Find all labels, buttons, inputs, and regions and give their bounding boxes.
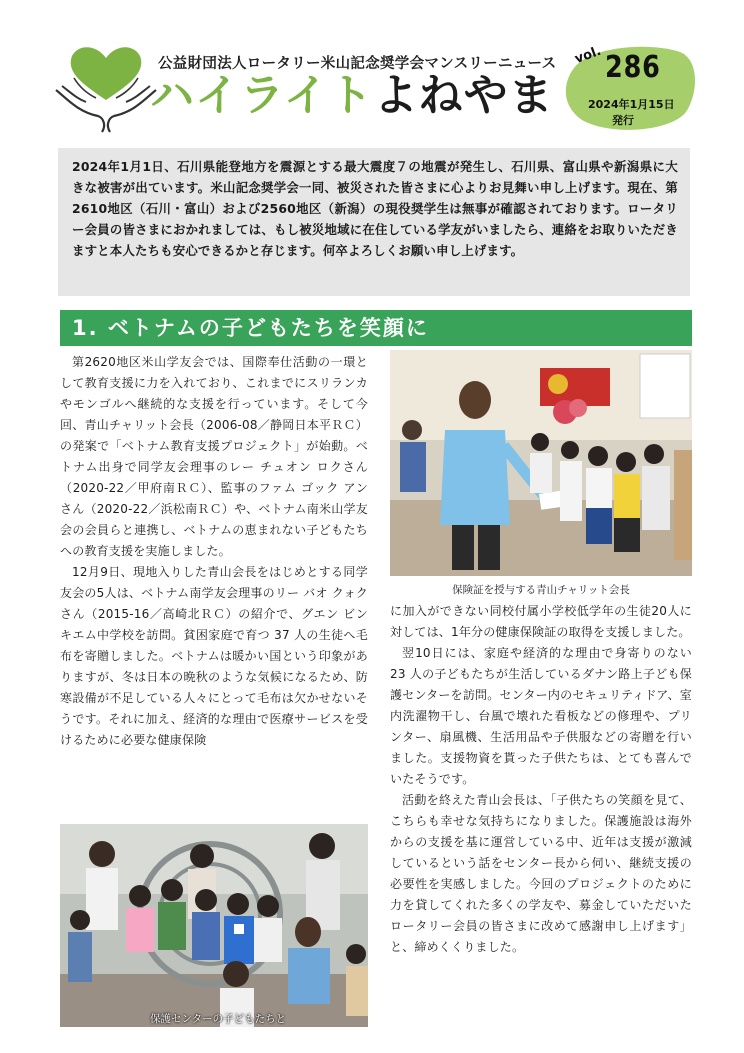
article-paragraph-1: 第2620地区米山学友会では、国際奉仕活動の一環として教育支援に力を入れており、これまでにスリランカやモンゴルへ継続的な支援を行っています。そして今回、青山チャリット会長（2006-08／静岡日本平ＲＣ）の発案で「ベトナム教育支援プロジェクト」が始動。ベトナム出身で同学友会理事のレー チュオン ロクさん（2020-22／甲府南ＲＣ）、監事のファム ゴック アンさん（2020-22／浜松南ＲＣ）や、ベトナム南米山学友会の会員らと連携し、ベトナムの恵まれない子どもたちへの教育支援を実施しました。 bbox=[60, 355, 368, 558]
organization-name: 公益財団法人ロータリー米山記念奨学会マンスリーニュース bbox=[158, 56, 557, 72]
photo-caption-1: 保険証を授与する青山チャリット会長 bbox=[452, 584, 630, 596]
article-paragraph-4: 活動を終えた青山会長は、「子供たちの笑顔を見て、こちらも幸せな気持ちになりました。保護施設は海外からの支援を基に運営している中、近年は支援が激減しているという話をセンター長から伺い、継続支援の必要性を実感しました。今回のプロジェクトのために力を貸してくれた多くの学友や、募金していただいたロータリー会員の皆さまに改めて感謝申し上げます」と、締めくくりました。 bbox=[390, 793, 692, 954]
title-green-part: ハイライト bbox=[150, 70, 374, 121]
photo-caption-2: 保護センターの子どもたちと bbox=[150, 1013, 287, 1025]
section-heading: 1. ベトナムの子どもたちを笑顔に bbox=[60, 310, 692, 346]
article-paragraph-2: 12月9日、現地入りした青山会長をはじめとする同学友会の5人は、ベトナム南学友会理事のリー バオ クォクさん（2015-16／高崎北ＲＣ）の紹介で、グエン ビン キエム中学校を訪問。貧困家庭で育つ 37 人の生徒へ毛布を寄贈しました。ベトナムは暖かい国という印象がありますが、冬は日本の晩秋のような気候になるため、防寒設備が不足している人々にとって毛布は欠かせないそうです。それに加え、経済的な理由で医療サービスを受けるために必要な健康保険 bbox=[60, 565, 368, 747]
article-paragraph-3: 翌10日には、家庭や経済的な理由で身寄りのない 23 人の子どもたちが生活しているダナン路上子ども保護センターを訪問。センター内のセキュリティドア、室内洗濯物干し、台風で壊れた看板などの修理や、プリンター、扇風機、生活用品や子供服などの寄贈を行いました。支援物資を貰った子供たちは、とても喜んでいたそうです。 bbox=[390, 646, 692, 786]
newsletter-title bbox=[150, 70, 554, 122]
issued-label: 発行 bbox=[612, 114, 634, 127]
photo-certificate-handover bbox=[390, 350, 692, 576]
vol-label: vol. bbox=[572, 43, 604, 67]
article-left-column bbox=[60, 352, 368, 751]
issue-date: 2024年1月15日 bbox=[588, 98, 675, 111]
earthquake-notice: 2024年1月1日、石川県能登地方を震源とする最大震度７の地震が発生し、石川県、富山県や新潟県に大きな被害が出ています。米山記念奨学会一同、被災された皆さまに心よりお見舞い申し上げます。現在、第2610地区（石川・富山）および2560地区（新潟）の現役奨学生は無事が確認されております。ロータリー会員の皆さまにおかれましては、もし被災地域に在住している学友がいましたら、連絡をお取りいただきますと本人たちも安心できるかと存じます。何卒よろしくお願い申し上げます。 bbox=[58, 148, 690, 296]
heart-hands-logo bbox=[52, 42, 160, 134]
article-paragraph-2-continued: に加入ができない同校付属小学校低学年の生徒20人に対しては、1年分の健康保険証の取得を支援しました。 bbox=[390, 604, 692, 639]
article-right-column bbox=[390, 601, 692, 958]
photo-children-group bbox=[60, 824, 368, 1027]
issue-number: 286 bbox=[605, 50, 661, 85]
title-black-part: よねやま bbox=[373, 70, 554, 121]
